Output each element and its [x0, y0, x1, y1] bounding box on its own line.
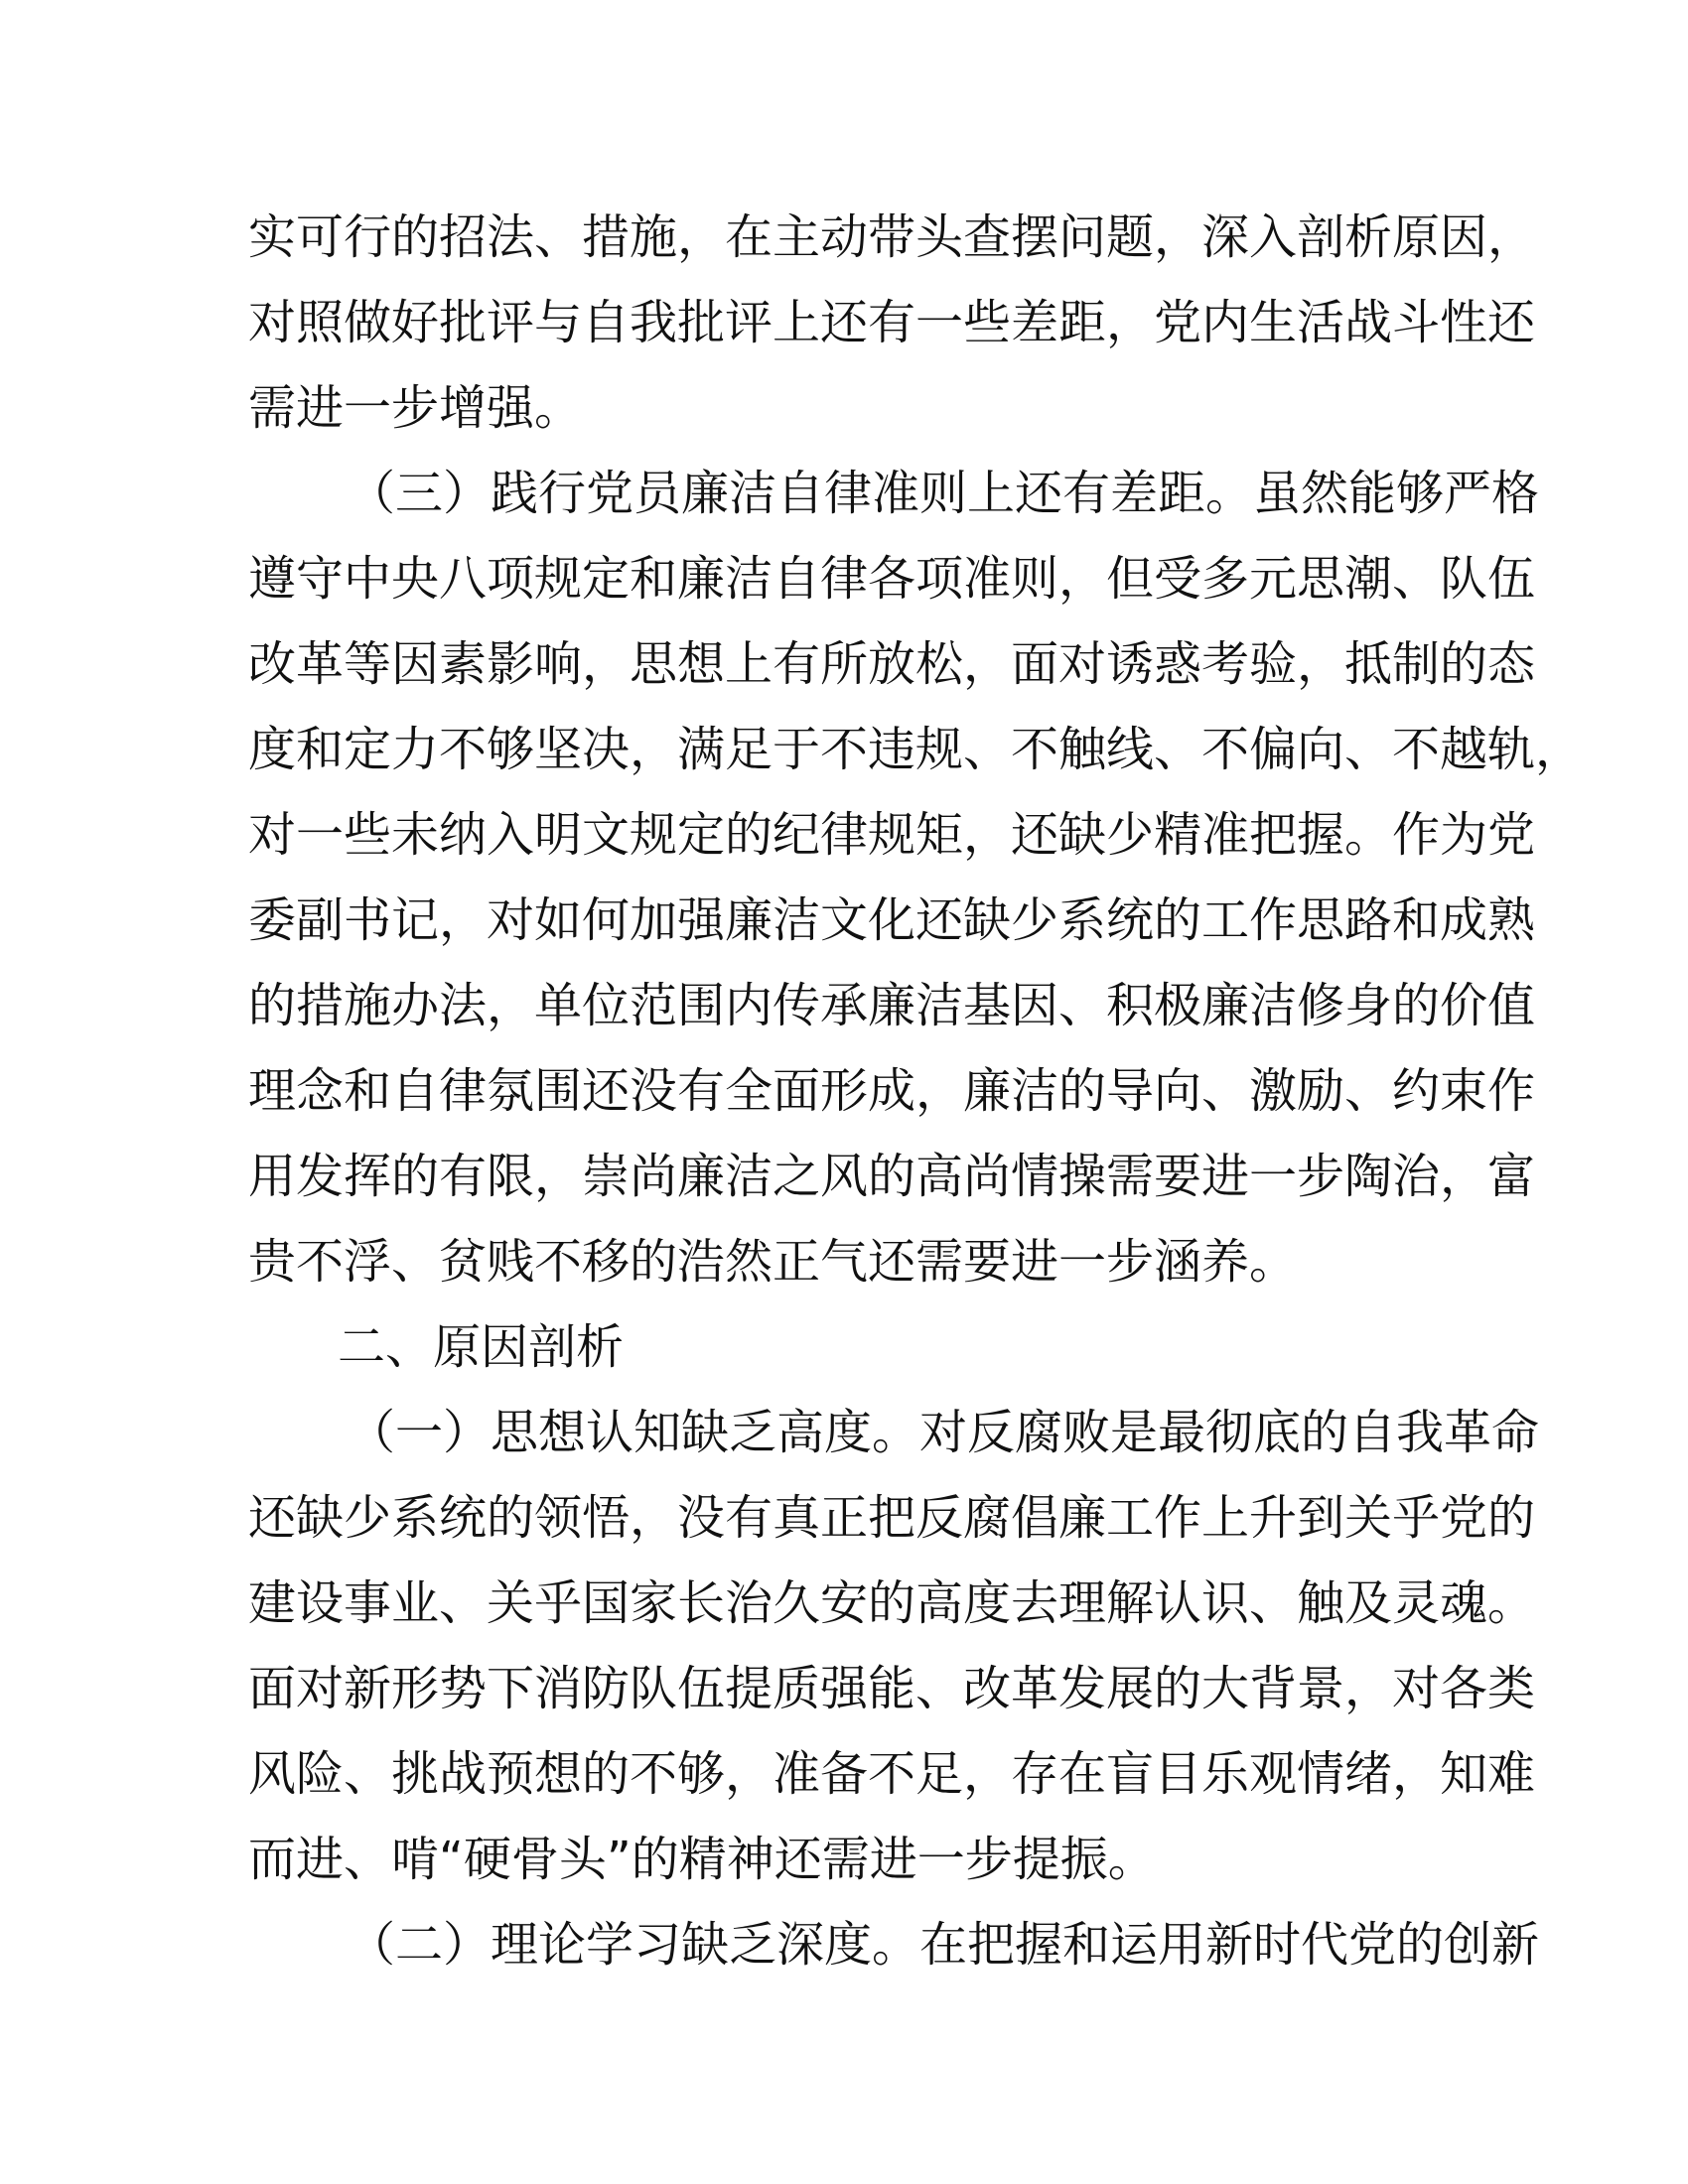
body-text-line: 遵守中央八项规定和廉洁自律各项准则，但受多元思潮、队伍	[248, 551, 1536, 607]
body-text-line: 贵不浮、贫贱不移的浩然正气还需要进一步涵养。	[248, 1234, 1298, 1290]
body-text-line: 的措施办法，单位范围内传承廉洁基因、积极廉洁修身的价值	[248, 978, 1536, 1033]
chapter-heading: 二、原因剖析	[338, 1319, 625, 1375]
body-text-line: 需进一步增强。	[248, 380, 583, 436]
body-text-line: 面对新形势下消防队伍提质强能、改革发展的大背景，对各类	[248, 1661, 1536, 1716]
section-heading-line: （三）践行党员廉洁自律准则上还有差距。虽然能够严格	[348, 466, 1540, 521]
body-text-line: 理念和自律氛围还没有全面形成，廉洁的导向、激励、约束作	[248, 1063, 1536, 1119]
body-text-line: 实可行的招法、措施，在主动带头查摆问题，深入剖析原因，	[248, 209, 1536, 265]
body-text-line: 改革等因素影响，思想上有所放松，面对诱惑考验，抵制的态	[248, 636, 1536, 692]
body-text-line: 对照做好批评与自我批评上还有一些差距，党内生活战斗性还	[248, 295, 1536, 350]
section-heading-line: （二）理论学习缺乏深度。在把握和运用新时代党的创新	[348, 1917, 1540, 1973]
body-text-line: 度和定力不够坚决，满足于不违规、不触线、不偏向、不越轨，	[248, 722, 1584, 777]
body-text-line: 对一些未纳入明文规定的纪律规矩，还缺少精准把握。作为党	[248, 807, 1536, 863]
body-text-line: 还缺少系统的领悟，没有真正把反腐倡廉工作上升到关乎党的	[248, 1490, 1536, 1546]
body-text-line: 委副书记，对如何加强廉洁文化还缺少系统的工作思路和成熟	[248, 892, 1536, 948]
body-text-line: 而进、啃“硬骨头”的精神还需进一步提振。	[248, 1832, 1156, 1887]
section-heading-line: （一）思想认知缺乏高度。对反腐败是最彻底的自我革命	[348, 1405, 1540, 1460]
body-text-line: 建设事业、关乎国家长治久安的高度去理解认识、触及灵魂。	[248, 1575, 1536, 1631]
body-text-line: 用发挥的有限，崇尚廉洁之风的高尚情操需要进一步陶治，富	[248, 1149, 1536, 1204]
body-text-line: 风险、挑战预想的不够，准备不足，存在盲目乐观情绪，知难	[248, 1746, 1536, 1802]
